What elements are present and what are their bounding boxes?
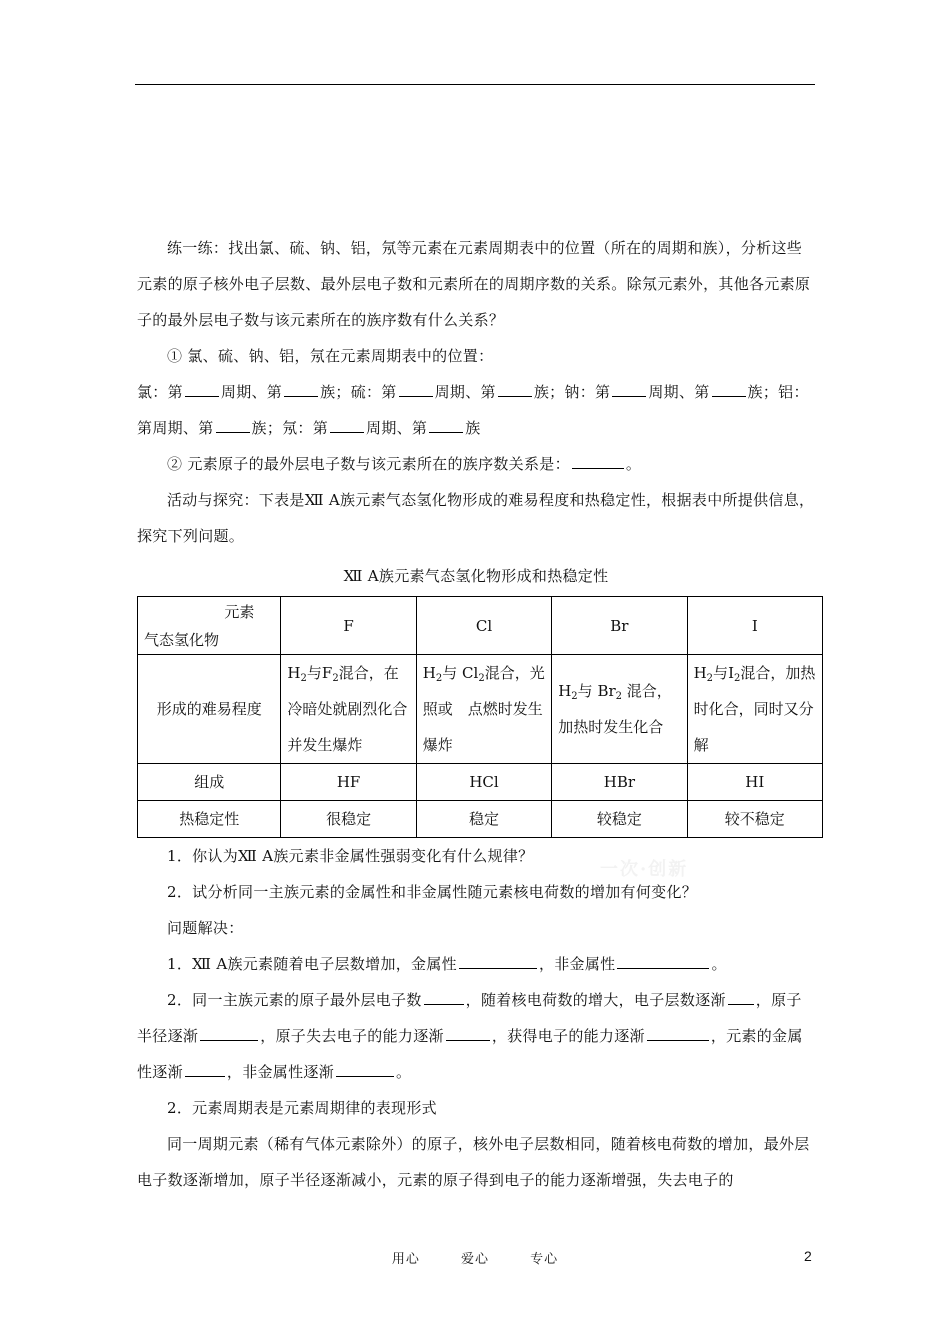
cl-difficulty: $H_2$与 $Cl_2$混合，光照或 点燃时发生爆炸 — [416, 655, 551, 764]
discussion-question-1: 1．你认为Ⅻ A族元素非金属性强弱变化有什么规律？ — [167, 847, 534, 865]
composition-row — [138, 764, 823, 801]
stability-hi: 较不稳定 — [687, 801, 822, 838]
composition-hf: HF — [281, 764, 416, 801]
footer-word-3: 专心 — [530, 1252, 559, 1267]
row-label-stability: 热稳定性 — [138, 801, 281, 838]
hydride-table — [137, 596, 823, 838]
row-label-composition: 组成 — [138, 764, 281, 801]
difficulty-row — [138, 655, 823, 764]
page-number: 2 — [804, 1248, 812, 1264]
composition-hbr: HBr — [552, 764, 687, 801]
table-caption: Ⅻ A族元素气态氢化物形成和热稳定性 — [343, 567, 609, 585]
table-header-row — [138, 597, 823, 655]
element-cl: Cl — [416, 597, 551, 655]
solve-item-1: 1．Ⅻ A族元素随着电子层数增加，金属性 ，非金属性 。 — [167, 955, 727, 973]
element-f: F — [281, 597, 416, 655]
stability-row — [138, 801, 823, 838]
question-2: ② 元素原子的最外层电子数与该元素所在的族序数关系是： 。 — [167, 455, 642, 473]
section-heading: 2．元素周期表是元素周期律的表现形式 — [167, 1099, 437, 1117]
footer-word-1: 用心 — [391, 1252, 420, 1267]
solve-item-2: 2．同一主族元素的原子最外层电子数 ，随着核电荷数的增大，电子层数逐渐 ，原子半径逐渐 ，原子失去电子的能力逐渐 ，获得电子的能力逐渐 ，元素的金属性逐渐 ，非金属性逐渐 。 — [137, 991, 803, 1081]
row-label-difficulty: 形成的难易程度 — [138, 655, 281, 764]
composition-hi: HI — [687, 764, 822, 801]
element-br: Br — [552, 597, 687, 655]
i-difficulty: $H_2$与$I_2$混合，加热时化合，同时又分解 — [687, 655, 822, 764]
discussion-question-2: 2．试分析同一主族元素的金属性和非金属性随元素核电荷数的增加有何变化？ — [167, 883, 698, 901]
position-fill-in: 氯：第 周期、第 族；硫：第 周期、第 族；钠：第 周期、第 族；铝：第周期、第 族；氖：第 周期、第 族 — [137, 383, 809, 437]
question-1: ① 氯、硫、钠、铝，氖在元素周期表中的位置： — [167, 347, 494, 365]
element-i: I — [687, 597, 822, 655]
closing-paragraph: 同一周期元素（稀有气体元素除外）的原子，核外电子层数相同，随着核电荷数的增加，最外层电子数逐渐增加，原子半径逐渐减小，元素的原子得到电子的能力逐渐增强，失去电子的 — [137, 1135, 810, 1189]
composition-hcl: HCl — [416, 764, 551, 801]
solve-title: 问题解决： — [167, 919, 244, 937]
page-content — [137, 230, 815, 1198]
stability-hcl: 稳定 — [416, 801, 551, 838]
watermark: 一次·创新 — [600, 859, 689, 880]
f-difficulty: $H_2$与$F_2$混合，在冷暗处就剧烈化合并发生爆炸 — [281, 655, 416, 764]
practice-paragraph: 练一练：找出氯、硫、钠、铝，氖等元素在元素周期表中的位置（所在的周期和族），分析这些元素的原子核外电子层数、最外层电子数和元素所在的周期序数的关系。除氖元素外，其他各元素原子的最外层电子数与该元素所在的族序数有什么关系？ — [137, 239, 811, 329]
br-difficulty: $H_2$与 $Br_2$ 混合，加热时发生化合 — [552, 655, 687, 764]
header-rule — [135, 84, 815, 85]
footer-word-2: 爱心 — [460, 1252, 489, 1267]
diagonal-header-cell: 元素 气态氢化物 — [138, 597, 281, 655]
stability-hf: 很稳定 — [281, 801, 416, 838]
activity-paragraph: 活动与探究：下表是Ⅻ A族元素气态氢化物形成的难易程度和热稳定性，根据表中所提供信息，探究下列问题。 — [137, 491, 815, 545]
stability-hbr: 较稳定 — [552, 801, 687, 838]
